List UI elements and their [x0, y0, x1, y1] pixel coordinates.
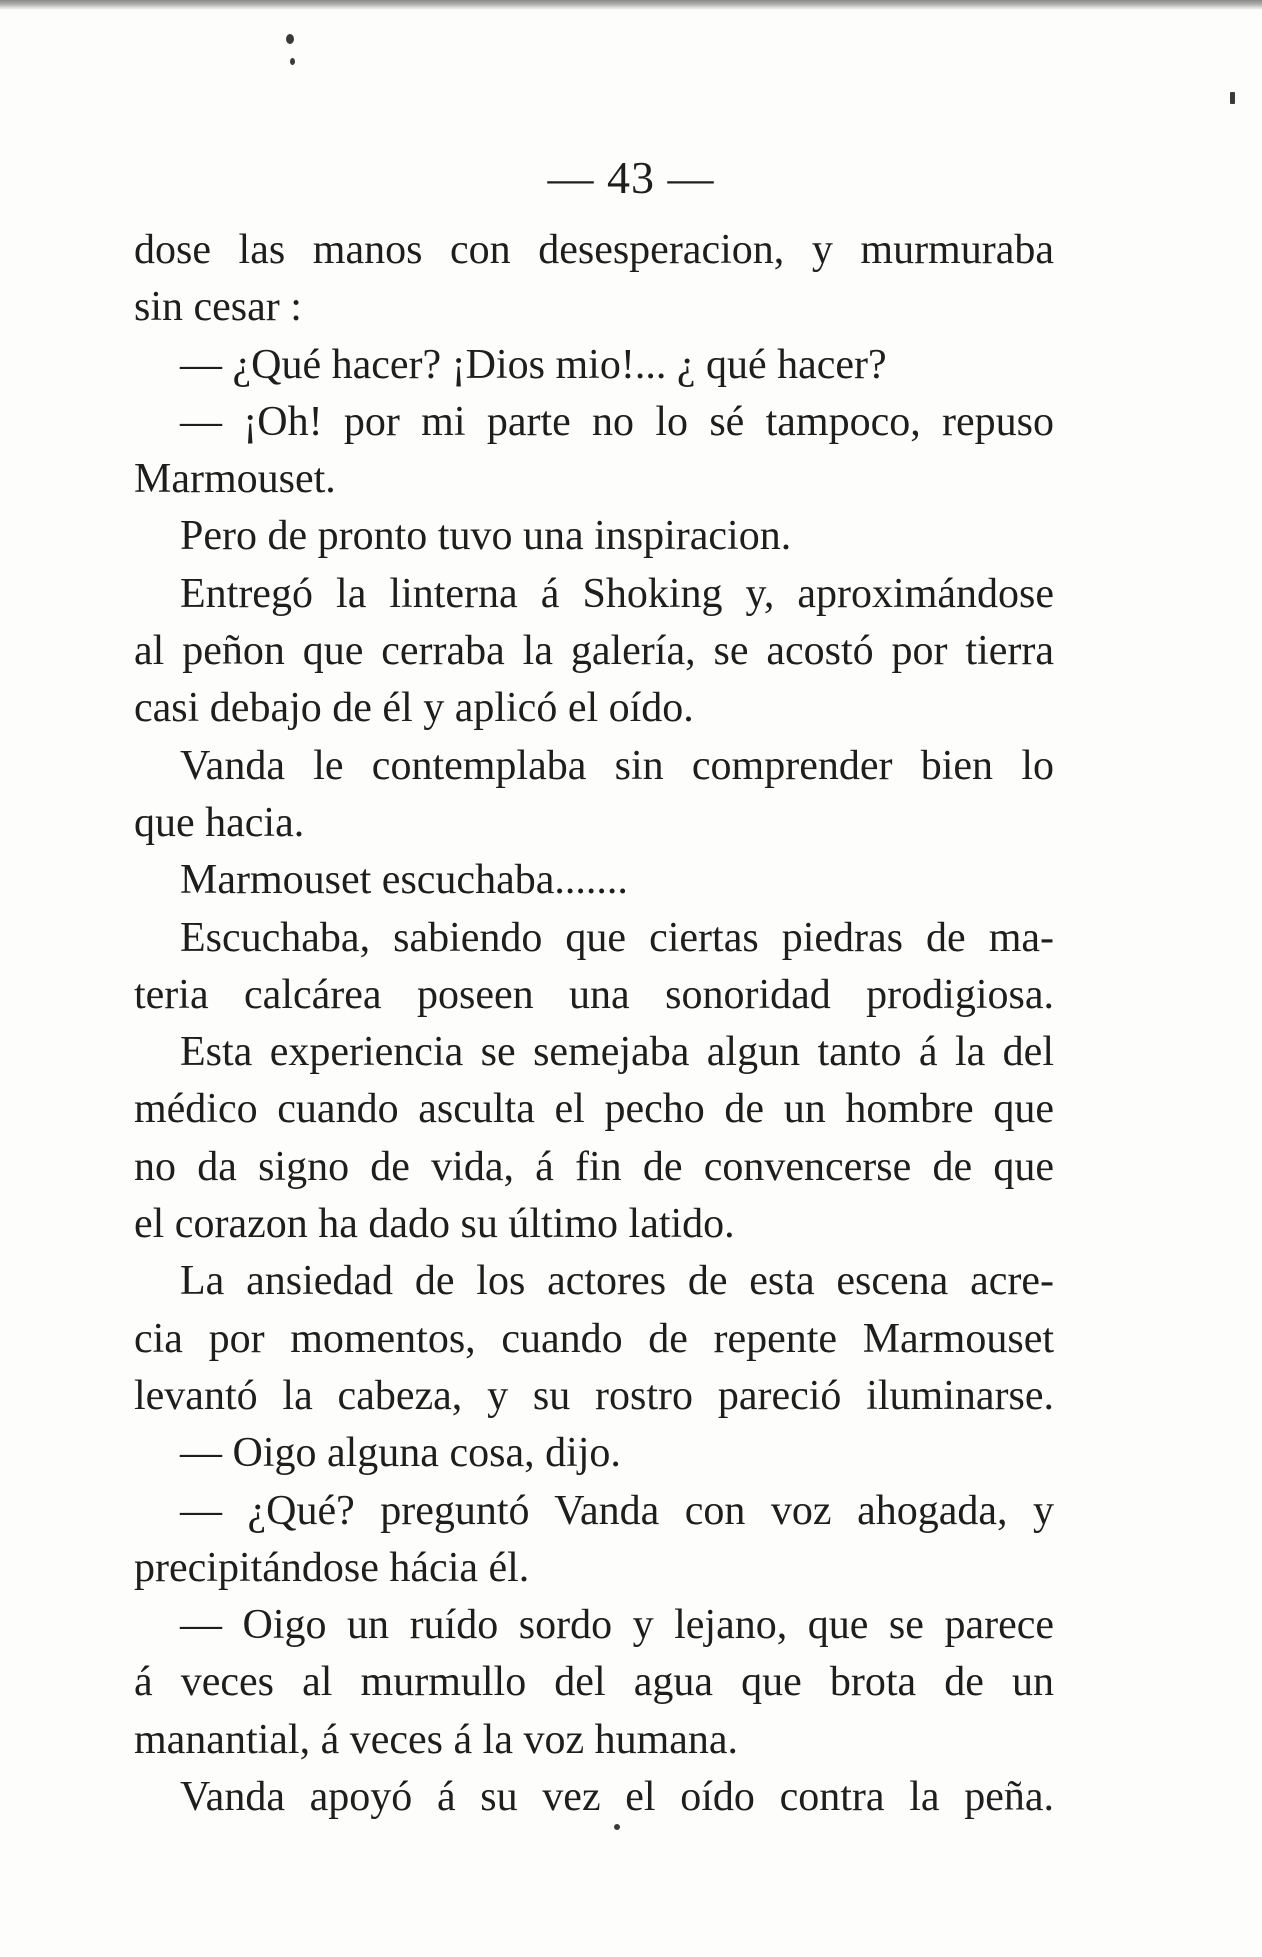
text-line: — Oigo un ruído sordo y lejano, que se parece — [180, 1602, 1054, 1649]
text-line: teria calcárea poseen una sonoridad prodigiosa. — [134, 971, 1054, 1018]
text-line: — ¡Oh! por mi parte no lo sé tampoco, repuso — [180, 398, 1054, 445]
text-line: Marmouset. — [134, 456, 336, 503]
text-line: levantó la cabeza, y su rostro pareció iluminarse. — [134, 1372, 1054, 1419]
text-line: á veces al murmullo del agua que brota de un — [134, 1659, 1054, 1706]
body-text — [134, 222, 1054, 1826]
text-line: que hacia. — [134, 799, 305, 846]
text-line: — ¿Qué hacer? ¡Dios mio!... ¿ qué hacer? — [180, 341, 887, 388]
text-line: sin cesar : — [134, 284, 302, 331]
text-line: manantial, á veces á la voz humana. — [134, 1716, 739, 1763]
text-line: el corazon ha dado su último latido. — [134, 1201, 735, 1248]
scan-edge — [0, 0, 1262, 10]
text-line: médico cuando asculta el pecho de un hombre que — [134, 1086, 1054, 1133]
text-line: Marmouset escuchaba....... — [180, 857, 628, 904]
text-line: no da signo de vida, á fin de convencerse de que — [134, 1143, 1054, 1190]
text-line: Esta experiencia se semejaba algun tanto á la del — [180, 1029, 1054, 1076]
text-line: Entregó la linterna á Shoking y, aproximándose — [180, 570, 1054, 617]
scan-speck — [290, 58, 295, 65]
text-line: al peñon que cerraba la galería, se acostó por tierra — [134, 628, 1054, 675]
text-line: Vanda apoyó á su vez el oído contra la peña. — [180, 1774, 1054, 1821]
text-line: Escuchaba, sabiendo que ciertas piedras de ma- — [180, 914, 1054, 961]
text-line: cia por momentos, cuando de repente Marmouset — [134, 1315, 1054, 1362]
text-line: casi debajo de él y aplicó el oído. — [134, 685, 694, 732]
page-number: — 43 — — [547, 152, 715, 203]
text-line: Pero de pronto tuvo una inspiracion. — [180, 513, 792, 560]
text-line: — Oigo alguna cosa, dijo. — [180, 1430, 621, 1477]
text-line: dose las manos con desesperacion, y murmuraba — [134, 227, 1054, 273]
text-line: — ¿Qué? preguntó Vanda con voz ahogada, y — [180, 1487, 1054, 1534]
scan-speck — [1230, 92, 1235, 104]
text-line: Vanda le contemplaba sin comprender bien lo — [180, 742, 1054, 789]
text-line: precipitándose hácia él. — [134, 1544, 530, 1591]
scan-speck — [286, 34, 294, 44]
text-line: La ansiedad de los actores de esta escena acre- — [180, 1258, 1054, 1305]
